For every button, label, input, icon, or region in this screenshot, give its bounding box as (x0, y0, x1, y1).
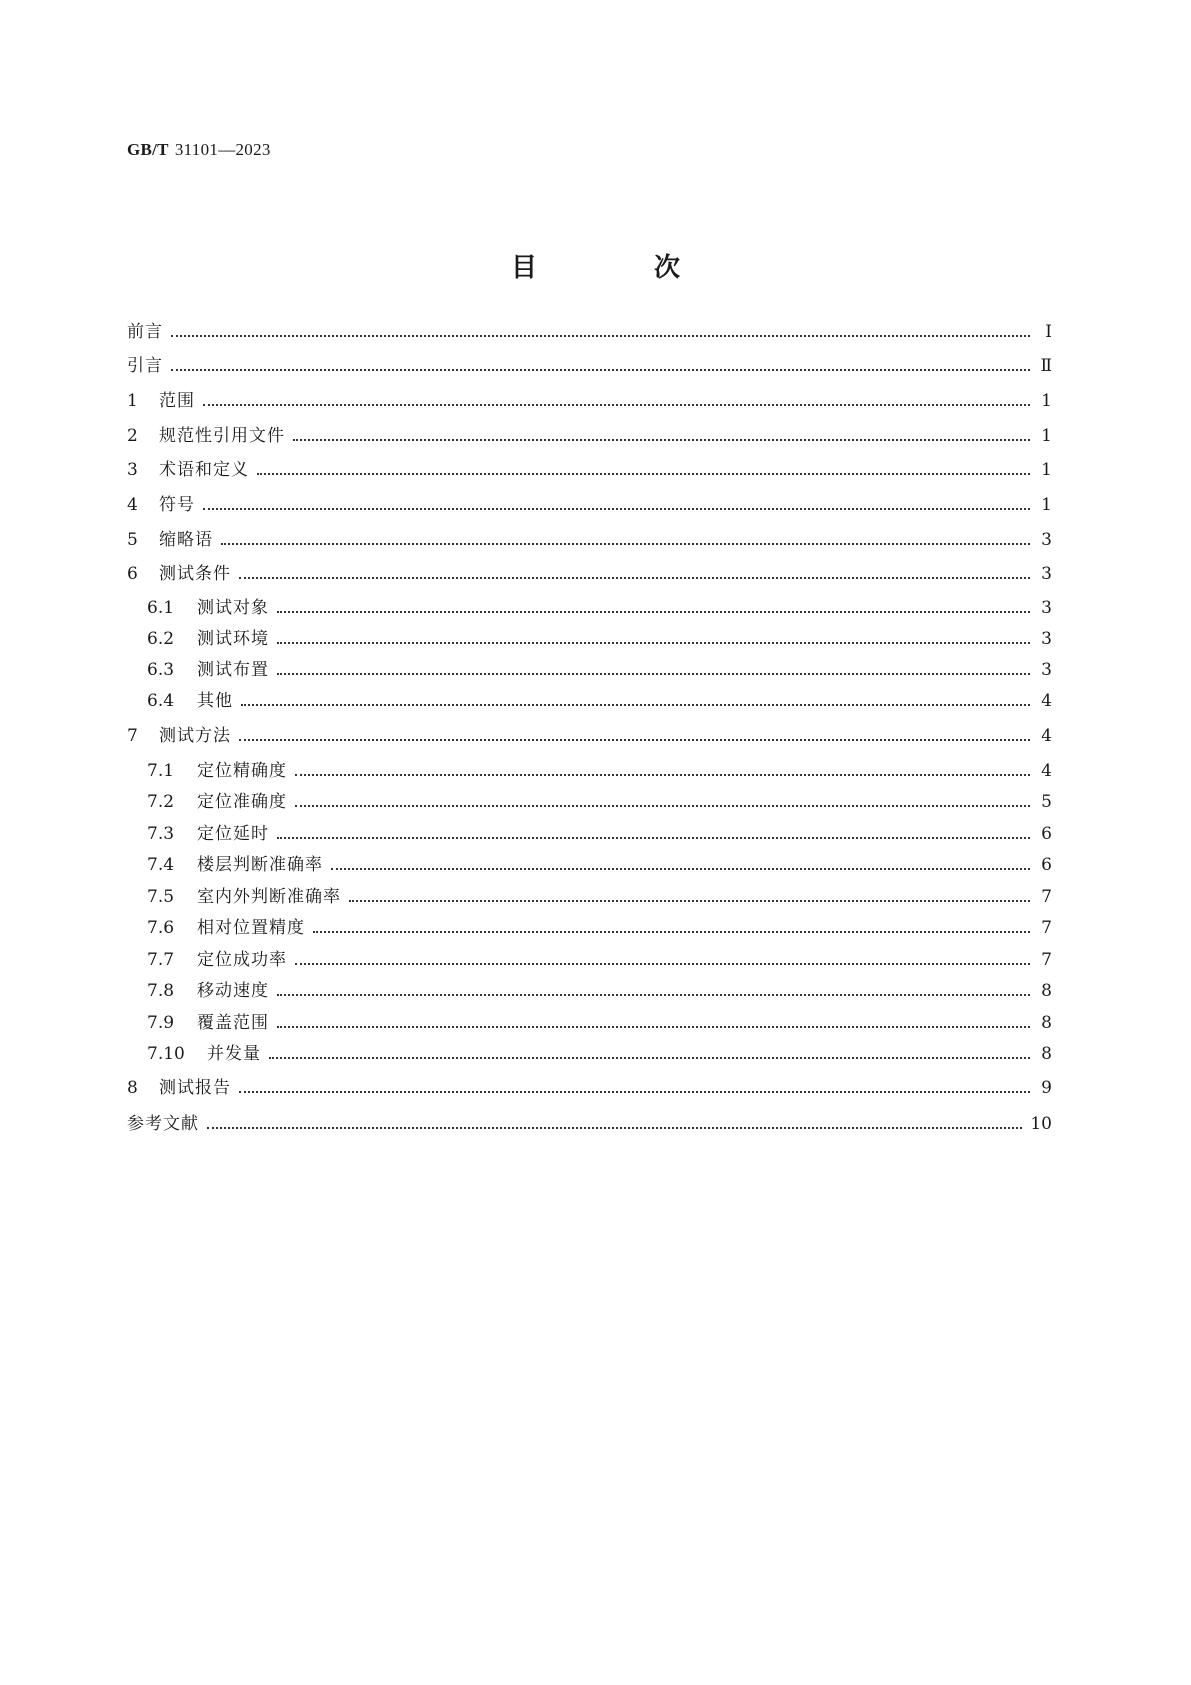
toc-entry-label: 术语和定义 (159, 460, 249, 480)
toc-leader-dots (331, 867, 1030, 870)
toc-entry-foreword[interactable] (127, 318, 1052, 342)
toc-entry-label: 其他 (197, 691, 233, 711)
toc-leader-dots (295, 773, 1030, 776)
toc-entry-page: 3 (1041, 530, 1052, 550)
toc-leader-dots (239, 1090, 1030, 1093)
standard-number: 31101—2023 (174, 140, 271, 159)
toc-entry-number: 8 (127, 1078, 138, 1098)
toc-entry-label: 相对位置精度 (197, 918, 305, 938)
toc-entry-label: 测试条件 (159, 564, 231, 584)
toc-entry-label: 测试对象 (197, 598, 269, 618)
toc-leader-dots (239, 738, 1030, 741)
toc-entry-number: 1 (127, 391, 138, 411)
toc-entry-7-9[interactable] (147, 1009, 1052, 1033)
toc-entry-5[interactable] (127, 526, 1052, 550)
toc-entry-label: 测试布置 (197, 660, 269, 680)
toc-entry-page: 1 (1041, 426, 1052, 446)
toc-entry-page: 5 (1041, 792, 1052, 812)
toc-entry-7-10[interactable] (147, 1040, 1052, 1064)
toc-title: 目 次 (510, 253, 735, 283)
toc-leader-dots (207, 1126, 1022, 1129)
toc-leader-dots (241, 703, 1030, 706)
toc-leader-dots (277, 993, 1030, 996)
toc-entry-7-4[interactable] (147, 851, 1052, 875)
toc-entry-6-3[interactable] (147, 656, 1052, 680)
toc-entry-number: 7 (127, 726, 138, 746)
toc-leader-dots (239, 576, 1030, 579)
toc-entry-page: 6 (1041, 855, 1052, 875)
toc-entry-page: 7 (1041, 918, 1052, 938)
toc-leader-dots (203, 403, 1030, 406)
toc-entry-7-6[interactable] (147, 914, 1052, 938)
toc-entry-6-4[interactable] (147, 687, 1052, 711)
toc-entry-6[interactable] (127, 560, 1052, 584)
toc-leader-dots (349, 899, 1030, 902)
toc-leader-dots (171, 334, 1030, 337)
toc-entry-page: 7 (1041, 887, 1052, 907)
toc-leader-dots (277, 610, 1030, 613)
toc-entry-label: 规范性引用文件 (159, 426, 285, 446)
toc-entry-number: 7.10 (147, 1044, 185, 1064)
toc-entry-label: 并发量 (207, 1044, 261, 1064)
toc-entry-page: Ⅱ (1040, 356, 1052, 376)
toc-entry-6-1[interactable] (147, 594, 1052, 618)
toc-entry-number: 4 (127, 495, 138, 515)
toc-entry-page: 3 (1041, 629, 1052, 649)
toc-entry-page: 1 (1041, 460, 1052, 480)
toc-entry-label: 范围 (159, 391, 195, 411)
toc-entry-label: 缩略语 (159, 530, 213, 550)
toc-entry-label: 定位延时 (197, 824, 269, 844)
toc-entry-page: 8 (1041, 1013, 1052, 1033)
toc-entry-7-3[interactable] (147, 820, 1052, 844)
toc-entry-number: 7.6 (147, 918, 175, 938)
document-header (127, 140, 271, 160)
toc-entry-number: 6.4 (147, 691, 175, 711)
toc-leader-dots (277, 836, 1030, 839)
toc-entry-label: 符号 (159, 495, 195, 515)
toc-entry-number: 7.8 (147, 981, 175, 1001)
toc-entry-page: Ⅰ (1045, 322, 1052, 342)
toc-entry-page: 8 (1041, 1044, 1052, 1064)
toc-entry-number: 7.7 (147, 950, 175, 970)
toc-entry-4[interactable] (127, 491, 1052, 515)
toc-entry-number: 6 (127, 564, 138, 584)
toc-entry-number: 7.4 (147, 855, 175, 875)
toc-entry-number: 5 (127, 530, 138, 550)
toc-entry-page: 3 (1041, 660, 1052, 680)
toc-entry-bibliography[interactable] (127, 1110, 1052, 1134)
toc-entry-7-1[interactable] (147, 757, 1052, 781)
toc-entry-page: 1 (1041, 391, 1052, 411)
toc-entry-8[interactable] (127, 1074, 1052, 1098)
toc-leader-dots (277, 641, 1030, 644)
toc-leader-dots (277, 672, 1030, 675)
toc-entry-label: 定位成功率 (197, 950, 287, 970)
toc-entry-3[interactable] (127, 456, 1052, 480)
toc-entry-label: 定位准确度 (197, 792, 287, 812)
toc-entry-page: 7 (1041, 950, 1052, 970)
toc-entry-number: 7.3 (147, 824, 175, 844)
toc-entry-page: 4 (1041, 691, 1052, 711)
toc-leader-dots (295, 962, 1030, 965)
toc-leader-dots (277, 1025, 1030, 1028)
toc-leader-dots (313, 930, 1030, 933)
toc-entry-page: 6 (1041, 824, 1052, 844)
toc-entry-7[interactable] (127, 722, 1052, 746)
toc-entry-number: 2 (127, 426, 138, 446)
toc-entry-label: 前言 (127, 322, 163, 342)
toc-entry-page: 3 (1041, 598, 1052, 618)
toc-leader-dots (269, 1056, 1030, 1059)
toc-leader-dots (171, 368, 1030, 371)
toc-entry-6-2[interactable] (147, 625, 1052, 649)
toc-leader-dots (221, 542, 1030, 545)
toc-entry-number: 7.2 (147, 792, 175, 812)
toc-entry-1[interactable] (127, 387, 1052, 411)
toc-entry-number: 6.3 (147, 660, 175, 680)
toc-entry-page: 9 (1041, 1078, 1052, 1098)
toc-leader-dots (295, 804, 1030, 807)
toc-entry-label: 移动速度 (197, 981, 269, 1001)
toc-entry-page: 8 (1041, 981, 1052, 1001)
toc-entry-number: 7.1 (147, 761, 175, 781)
toc-entry-label: 引言 (127, 356, 163, 376)
toc-entry-page: 1 (1041, 495, 1052, 515)
toc-leader-dots (293, 438, 1030, 441)
standard-code: GB/T (127, 140, 169, 159)
toc-entry-page: 3 (1041, 564, 1052, 584)
toc-entry-number: 3 (127, 460, 138, 480)
toc-entry-number: 7.5 (147, 887, 175, 907)
toc-entry-label: 楼层判断准确率 (197, 855, 323, 875)
toc-entry-label: 测试方法 (159, 726, 231, 746)
toc-entry-7-8[interactable] (147, 977, 1052, 1001)
toc-entry-number: 7.9 (147, 1013, 175, 1033)
toc-entry-7-5[interactable] (147, 883, 1052, 907)
toc-entry-label: 室内外判断准确率 (197, 887, 341, 907)
toc-entry-number: 6.1 (147, 598, 175, 618)
toc-entry-page: 4 (1041, 761, 1052, 781)
toc-entry-label: 参考文献 (127, 1114, 199, 1134)
toc-entry-7-2[interactable] (147, 788, 1052, 812)
toc-entry-label: 定位精确度 (197, 761, 287, 781)
toc-entry-page: 10 (1030, 1114, 1052, 1134)
toc-leader-dots (203, 507, 1030, 510)
toc-entry-page: 4 (1041, 726, 1052, 746)
toc-entry-7-7[interactable] (147, 946, 1052, 970)
toc-entry-2[interactable] (127, 422, 1052, 446)
toc-leader-dots (257, 472, 1030, 475)
toc-entry-label: 测试报告 (159, 1078, 231, 1098)
toc-entry-label: 测试环境 (197, 629, 269, 649)
toc-entry-number: 6.2 (147, 629, 175, 649)
toc-entry-label: 覆盖范围 (197, 1013, 269, 1033)
toc-entry-introduction[interactable] (127, 352, 1052, 376)
